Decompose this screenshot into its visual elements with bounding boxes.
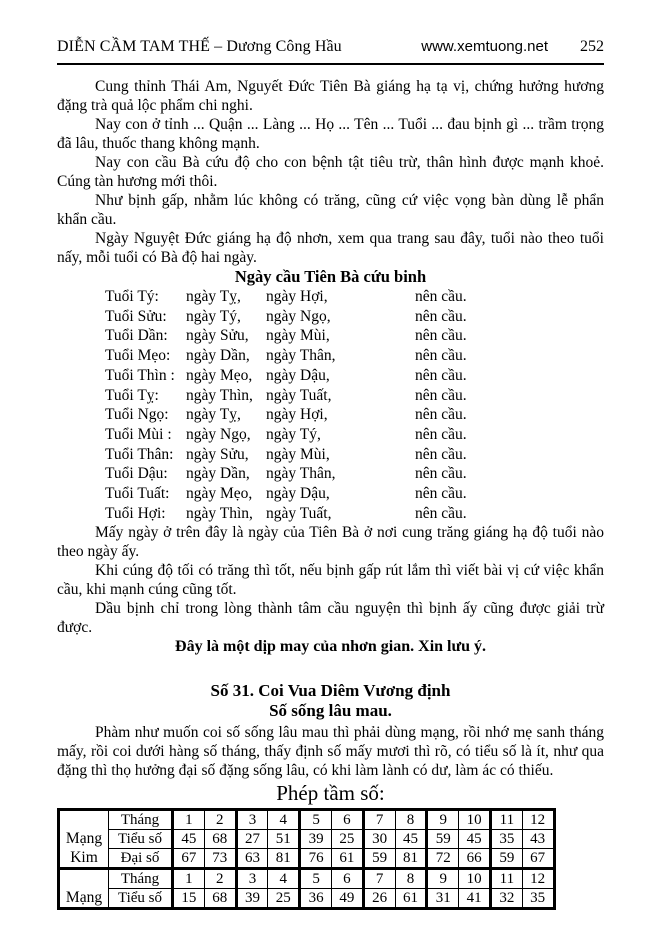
day2-cell: ngày Tuất,	[266, 504, 332, 522]
age-cell: Tuổi Mẹo:	[105, 347, 171, 365]
ritual-days-heading: Ngày cầu Tiên Bà cứu binh	[234, 267, 427, 286]
table-cell: 26	[363, 889, 395, 909]
table-cell: 59	[427, 830, 459, 849]
ritual-day-row	[105, 405, 604, 425]
table-cell: 11	[490, 869, 522, 889]
table-cell: 81	[395, 849, 427, 869]
paragraph-nguyet-duc: Ngày Nguyệt Đức giáng hạ độ nhơn, xem qua trang sau đây, tuổi nào theo tuổi nấy, mỗi tuổi có Bà độ hai ngày.	[57, 230, 604, 266]
table-cell: 25	[268, 889, 300, 909]
ritual-days-list	[105, 287, 604, 523]
table-cell: 32	[490, 889, 522, 909]
section-31-subtitle: Số sống lâu mau.	[269, 701, 392, 721]
ritual-day-row	[105, 346, 604, 366]
age-cell: Tuổi Tuất:	[105, 485, 170, 503]
age-cell: Tuổi Ngọ:	[105, 406, 169, 424]
ritual-day-row	[105, 445, 604, 465]
table-cell: 4	[268, 869, 300, 889]
table-cell: 10	[459, 869, 491, 889]
age-cell: Tuổi Sửu:	[105, 307, 167, 325]
ritual-day-row	[105, 504, 604, 524]
table-cell: 61	[331, 849, 363, 869]
day2-cell: ngày Tuất,	[266, 386, 332, 404]
table-cell: 39	[300, 830, 332, 849]
group-label-line: Kim	[70, 849, 98, 867]
note-cell: nên cầu.	[415, 465, 467, 483]
table-row-label: Tiểu số	[109, 830, 173, 849]
note-cell: nên cầu.	[415, 307, 467, 325]
table-cell: 6	[331, 869, 363, 889]
note-cell: nên cầu.	[415, 288, 467, 305]
paragraph-petition: Nay con ở tỉnh ... Quận ... Làng ... Họ ... Tên ... Tuổi ... đau bịnh gì ... trầm trọng đã lâu, thuốc thang không mạnh.	[57, 116, 604, 152]
day2-cell: ngày Hợi,	[266, 288, 328, 305]
table-cell: 72	[427, 849, 459, 869]
day2-cell: ngày Ngọ,	[266, 307, 331, 325]
age-cell: Tuổi Tỵ:	[105, 386, 159, 404]
note-cell: nên cầu.	[415, 347, 467, 365]
table-cell: 5	[300, 810, 332, 830]
day2-cell: ngày Hợi,	[266, 406, 328, 424]
table-cell: 8	[395, 869, 427, 889]
day1-cell: ngày Thìn,	[186, 386, 253, 404]
table-cell: 12	[522, 869, 554, 889]
table-row	[59, 889, 555, 909]
table-row-label: Tháng	[109, 869, 173, 889]
table-cell: 68	[204, 889, 236, 909]
table-cell: 10	[459, 810, 491, 830]
paragraph-moon-note: Khi cúng độ tối có trăng thì tốt, nếu bịnh gấp rút lắm thì viết bài vị cứ việc khẩn cầu, khi mạnh cúng cũng tốt.	[57, 562, 604, 599]
age-cell: Tuổi Mùi :	[105, 425, 172, 443]
table-cell: 30	[363, 830, 395, 849]
paragraph-section-31: Phàm như muốn coi số sống lâu mau thì phải dùng mạng, rồi nhớ mẹ sanh tháng mấy, rồi coi dưới hàng số tháng, thấy định số mấy mươi thì rõ, có tiểu số là ít, như qua đặng thì thọ hưởng đại số đặng sống lâu, có khi làm lành có dư, làm ác có thiếu.	[57, 724, 604, 780]
table-cell: 81	[268, 849, 300, 869]
table-cell: 9	[427, 810, 459, 830]
table-cell: 66	[459, 849, 491, 869]
day2-cell: ngày Mùi,	[266, 327, 330, 345]
ritual-day-row	[105, 464, 604, 484]
table-cell: 12	[522, 810, 554, 830]
day1-cell: ngày Sửu,	[186, 445, 249, 463]
method-title: Phép tầm số:	[276, 781, 385, 806]
table-cell: 59	[490, 849, 522, 869]
note-cell: nên cầu.	[415, 445, 467, 463]
day1-cell: ngày Dần,	[186, 465, 250, 483]
table-cell: 35	[522, 889, 554, 909]
day2-cell: ngày Tý,	[266, 425, 321, 443]
day1-cell: ngày Mẹo,	[186, 366, 253, 384]
table-cell: 49	[331, 889, 363, 909]
table-cell: 76	[300, 849, 332, 869]
day2-cell: ngày Thân,	[266, 465, 336, 483]
table-cell: 39	[236, 889, 268, 909]
table-cell: 15	[173, 889, 205, 909]
table-cell: 73	[204, 849, 236, 869]
book-title: DIỄN CẦM TAM THẾ – Dương Công Hầu	[57, 38, 342, 55]
table-cell: 67	[173, 849, 205, 869]
header-rule	[57, 63, 604, 65]
table-cell: 51	[268, 830, 300, 849]
day2-cell: ngày Dậu,	[266, 366, 330, 384]
table-cell: 61	[395, 889, 427, 909]
day1-cell: ngày Dần,	[186, 347, 250, 365]
day1-cell: ngày Tỵ,	[186, 288, 241, 305]
day1-cell: ngày Tý,	[186, 307, 241, 325]
paragraph-prayer: Nay con cầu Bà cứu độ cho con bệnh tật tiêu trừ, thân hình được mạnh khoẻ. Cúng tàn hương mới thôi.	[57, 154, 604, 190]
section-31-title: Số 31. Coi Vua Diêm Vương định	[210, 681, 451, 701]
table-cell: 6	[331, 810, 363, 830]
table-row-label: Tháng	[109, 810, 173, 830]
table-cell: 1	[173, 869, 205, 889]
table-cell: 7	[363, 810, 395, 830]
table-row	[59, 830, 555, 849]
table-cell: 63	[236, 849, 268, 869]
table-cell: 11	[490, 810, 522, 830]
note-cell: nên cầu.	[415, 425, 467, 443]
day1-cell: ngày Ngọ,	[186, 425, 251, 443]
day1-cell: ngày Mẹo,	[186, 485, 253, 503]
table-cell: 9	[427, 869, 459, 889]
table-group-label	[59, 810, 109, 869]
table-cell: 68	[204, 830, 236, 849]
table-cell: 31	[427, 889, 459, 909]
page-number: 252	[580, 38, 604, 55]
table-cell: 41	[459, 889, 491, 909]
table-cell: 3	[236, 810, 268, 830]
note-cell: nên cầu.	[415, 366, 467, 384]
notice-line: Đây là một dịp may của nhơn gian. Xin lưu ý.	[175, 638, 486, 656]
table-cell: 67	[522, 849, 554, 869]
paragraph-days-note: Mấy ngày ở trên đây là ngày của Tiên Bà ở nơi cung trăng giáng hạ độ tuổi nào theo ngày ấy.	[57, 524, 604, 561]
note-cell: nên cầu.	[415, 406, 467, 424]
note-cell: nên cầu.	[415, 504, 467, 522]
day1-cell: ngày Sửu,	[186, 327, 249, 345]
ritual-day-row	[105, 366, 604, 386]
table-cell: 45	[395, 830, 427, 849]
table-cell: 1	[173, 810, 205, 830]
table-cell: 43	[522, 830, 554, 849]
ritual-day-row	[105, 386, 604, 406]
day1-cell: ngày Thìn,	[186, 504, 253, 522]
ritual-day-row	[105, 326, 604, 346]
fate-number-table	[57, 808, 556, 910]
table-cell: 3	[236, 869, 268, 889]
age-cell: Tuổi Dậu:	[105, 465, 168, 483]
website-url: www.xemtuong.net	[421, 38, 548, 55]
table-cell: 27	[236, 830, 268, 849]
table-group-label	[59, 869, 109, 909]
table-cell: 4	[268, 810, 300, 830]
day2-cell: ngày Thân,	[266, 347, 336, 365]
header-right	[421, 38, 604, 56]
note-cell: nên cầu.	[415, 386, 467, 404]
paragraph-urgent-case: Như bịnh gấp, nhằm lúc không có trăng, cũng cứ việc vọng bàn dùng lễ phẩn khẩn cầu.	[57, 192, 604, 228]
age-cell: Tuổi Tý:	[105, 288, 159, 305]
paragraph-invocation: Cung thỉnh Thái Am, Nguyết Đức Tiên Bà giáng hạ tạ vị, chứng hưởng hương đặng trà quả lộc phẩm chi nghi.	[57, 78, 604, 114]
group-label-line: Mạng	[65, 889, 103, 907]
table-cell: 36	[300, 889, 332, 909]
age-cell: Tuổi Thân:	[105, 445, 174, 463]
table-row	[59, 849, 555, 869]
group-label-line: Mạng	[65, 830, 103, 848]
table-row-label: Đại số	[109, 849, 173, 869]
age-cell: Tuổi Thìn :	[105, 366, 175, 384]
age-cell: Tuổi Dần:	[105, 327, 168, 345]
note-cell: nên cầu.	[415, 485, 467, 503]
table-cell: 7	[363, 869, 395, 889]
table-cell: 2	[204, 810, 236, 830]
day1-cell: ngày Tỵ,	[186, 406, 241, 424]
table-cell: 45	[173, 830, 205, 849]
table-cell: 35	[490, 830, 522, 849]
note-cell: nên cầu.	[415, 327, 467, 345]
ritual-day-row	[105, 307, 604, 327]
ritual-day-row	[105, 425, 604, 445]
page-header	[57, 38, 604, 56]
table-cell: 8	[395, 810, 427, 830]
day2-cell: ngày Dậu,	[266, 485, 330, 503]
day2-cell: ngày Mùi,	[266, 445, 330, 463]
ritual-day-row	[105, 287, 604, 307]
paragraph-sincerity-note: Dầu bịnh chỉ trong lòng thành tâm cầu nguyện thì bịnh ấy cũng được giải trừ được.	[57, 600, 604, 637]
ritual-day-row	[105, 484, 604, 504]
table-row-label: Tiểu số	[109, 889, 173, 909]
table-cell: 2	[204, 869, 236, 889]
table-cell: 59	[363, 849, 395, 869]
table-cell: 5	[300, 869, 332, 889]
table-row	[59, 810, 555, 830]
table-cell: 45	[459, 830, 491, 849]
table-row	[59, 869, 555, 889]
age-cell: Tuổi Hợi:	[105, 504, 166, 522]
table-cell: 25	[331, 830, 363, 849]
